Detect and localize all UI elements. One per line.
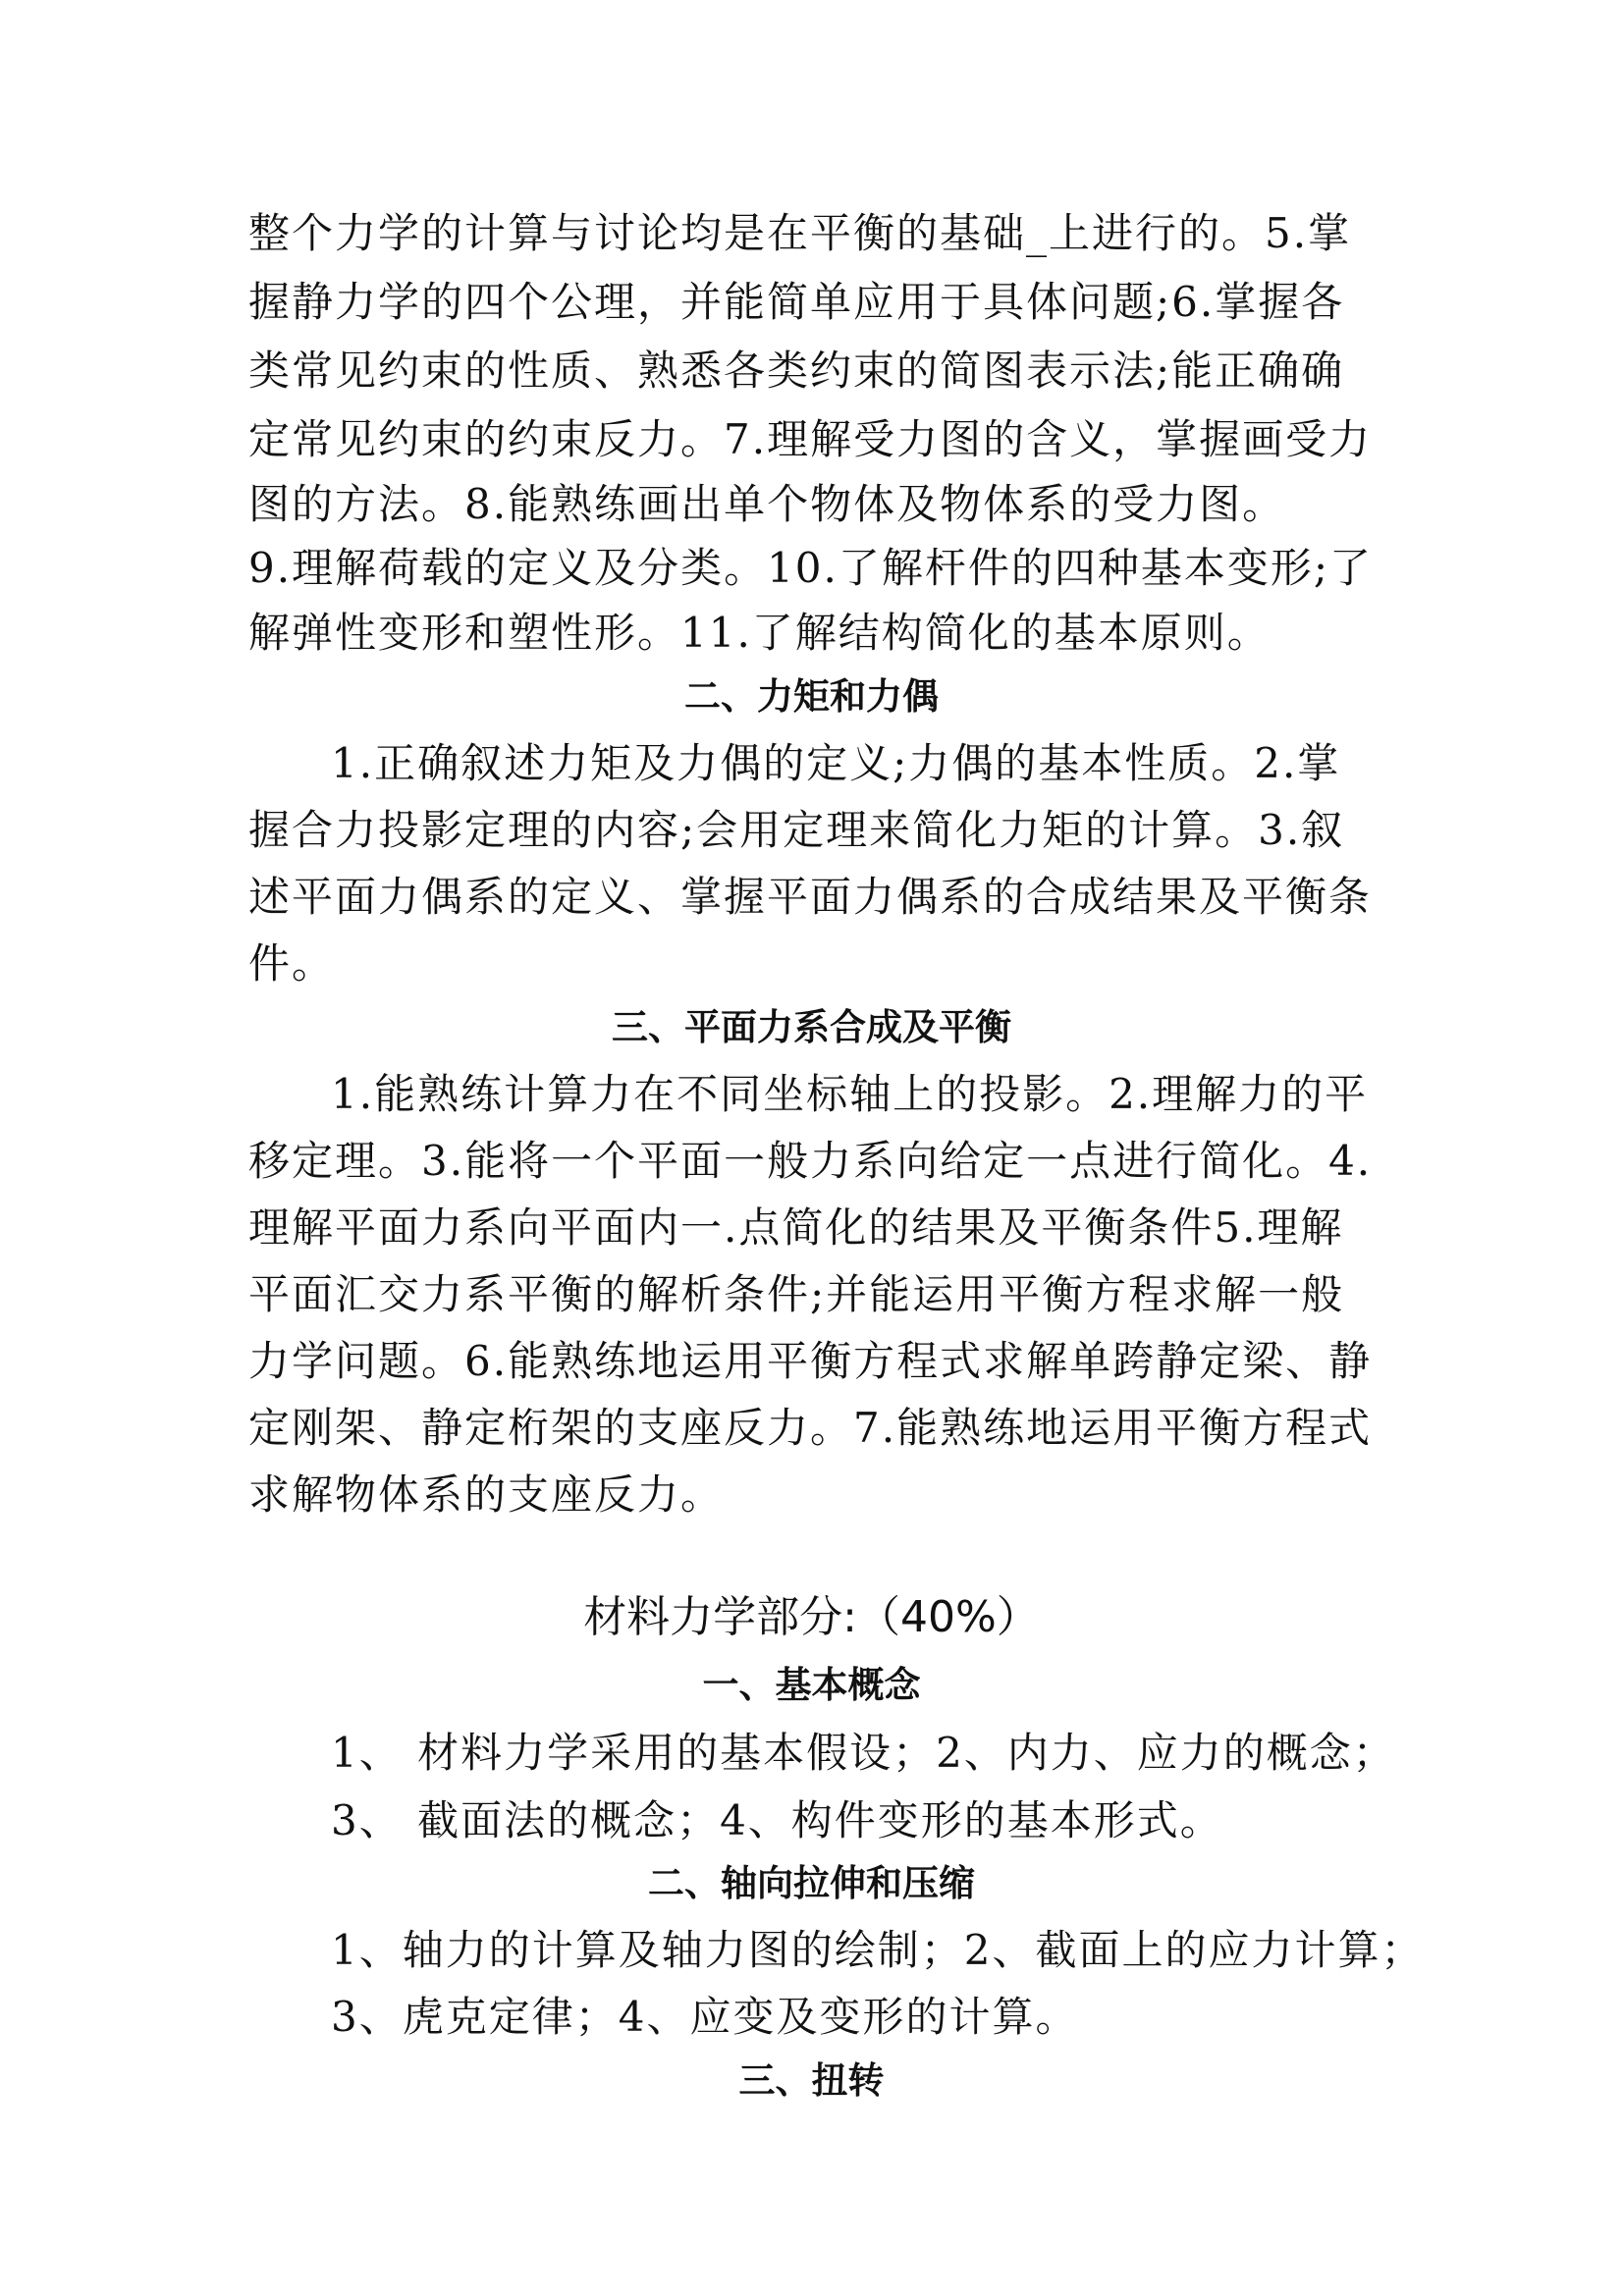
statics-line-1: 整个力学的计算与讨论均是在平衡的基础_上进行的。5.掌 (248, 209, 1352, 257)
materials-section-title: 材料力学部分:（40%） (583, 1592, 1040, 1642)
plane-line-3: 理解平面力系向平面内一.点简化的结果及平衡条件5.理解 (248, 1203, 1344, 1252)
plane-line-2: 移定理。3.能将一个平面一般力系向给定一点进行简化。4. (248, 1137, 1373, 1185)
heading-axial-tension: 二、轴向拉伸和压缩 (648, 1862, 975, 1904)
heading-plane-force-system: 三、平面力系合成及平衡 (612, 1006, 1011, 1048)
plane-line-4: 平面汇交力系平衡的解析条件;并能运用平衡方程求解一般 (248, 1270, 1345, 1318)
axial-line-1: 1、轴力的计算及轴力图的绘制；2、截面上的应力计算； (331, 1926, 1425, 1974)
plane-line-5: 力学问题。6.能熟练地运用平衡方程式求解单跨静定梁、静 (248, 1337, 1373, 1385)
basic-line-1: 1、 材料力学采用的基本假设；2、内力、应力的概念； (331, 1729, 1396, 1777)
basic-line-2: 3、 截面法的概念；4、构件变形的基本形式。 (331, 1796, 1223, 1844)
moment-line-1: 1.正确叙述力矩及力偶的定义;力偶的基本性质。2.掌 (331, 739, 1341, 787)
statics-line-7: 解弹性变形和塑性形。11.了解结构简化的基本原则。 (248, 609, 1271, 657)
heading-basic-concepts: 一、基本概念 (702, 1664, 921, 1706)
statics-line-5: 图的方法。8.能熟练画出单个物体及物体系的受力图。 (248, 480, 1286, 528)
statics-line-2: 握静力学的四个公理，并能简单应用于具体问题;6.掌握各 (248, 278, 1345, 326)
statics-line-3: 类常见约束的性质、熟悉各类约束的简图表示法;能正确确 (248, 347, 1345, 395)
moment-line-2: 握合力投影定理的内容;会用定理来简化力矩的计算。3.叙 (248, 806, 1345, 854)
heading-moment-couple: 二、力矩和力偶 (684, 675, 939, 718)
plane-line-1: 1.能熟练计算力在不同坐标轴上的投影。2.理解力的平 (331, 1070, 1369, 1118)
axial-line-2: 3、虎克定律；4、应变及变形的计算。 (331, 1993, 1079, 2041)
statics-line-4: 定常见约束的约束反力。7.理解受力图的含义，掌握画受力 (248, 415, 1373, 463)
moment-line-4: 件。 (248, 939, 336, 988)
heading-torsion: 三、扭转 (738, 2059, 885, 2102)
plane-line-6: 定刚架、静定桁架的支座反力。7.能熟练地运用平衡方程式 (248, 1404, 1373, 1452)
plane-line-7: 求解物体系的支座反力。 (248, 1470, 725, 1519)
moment-line-3: 述平面力偶系的定义、掌握平面力偶系的合成结果及平衡条 (248, 873, 1373, 921)
statics-line-6: 9.理解荷载的定义及分类。10.了解杆件的四种基本变形;了 (248, 544, 1374, 592)
